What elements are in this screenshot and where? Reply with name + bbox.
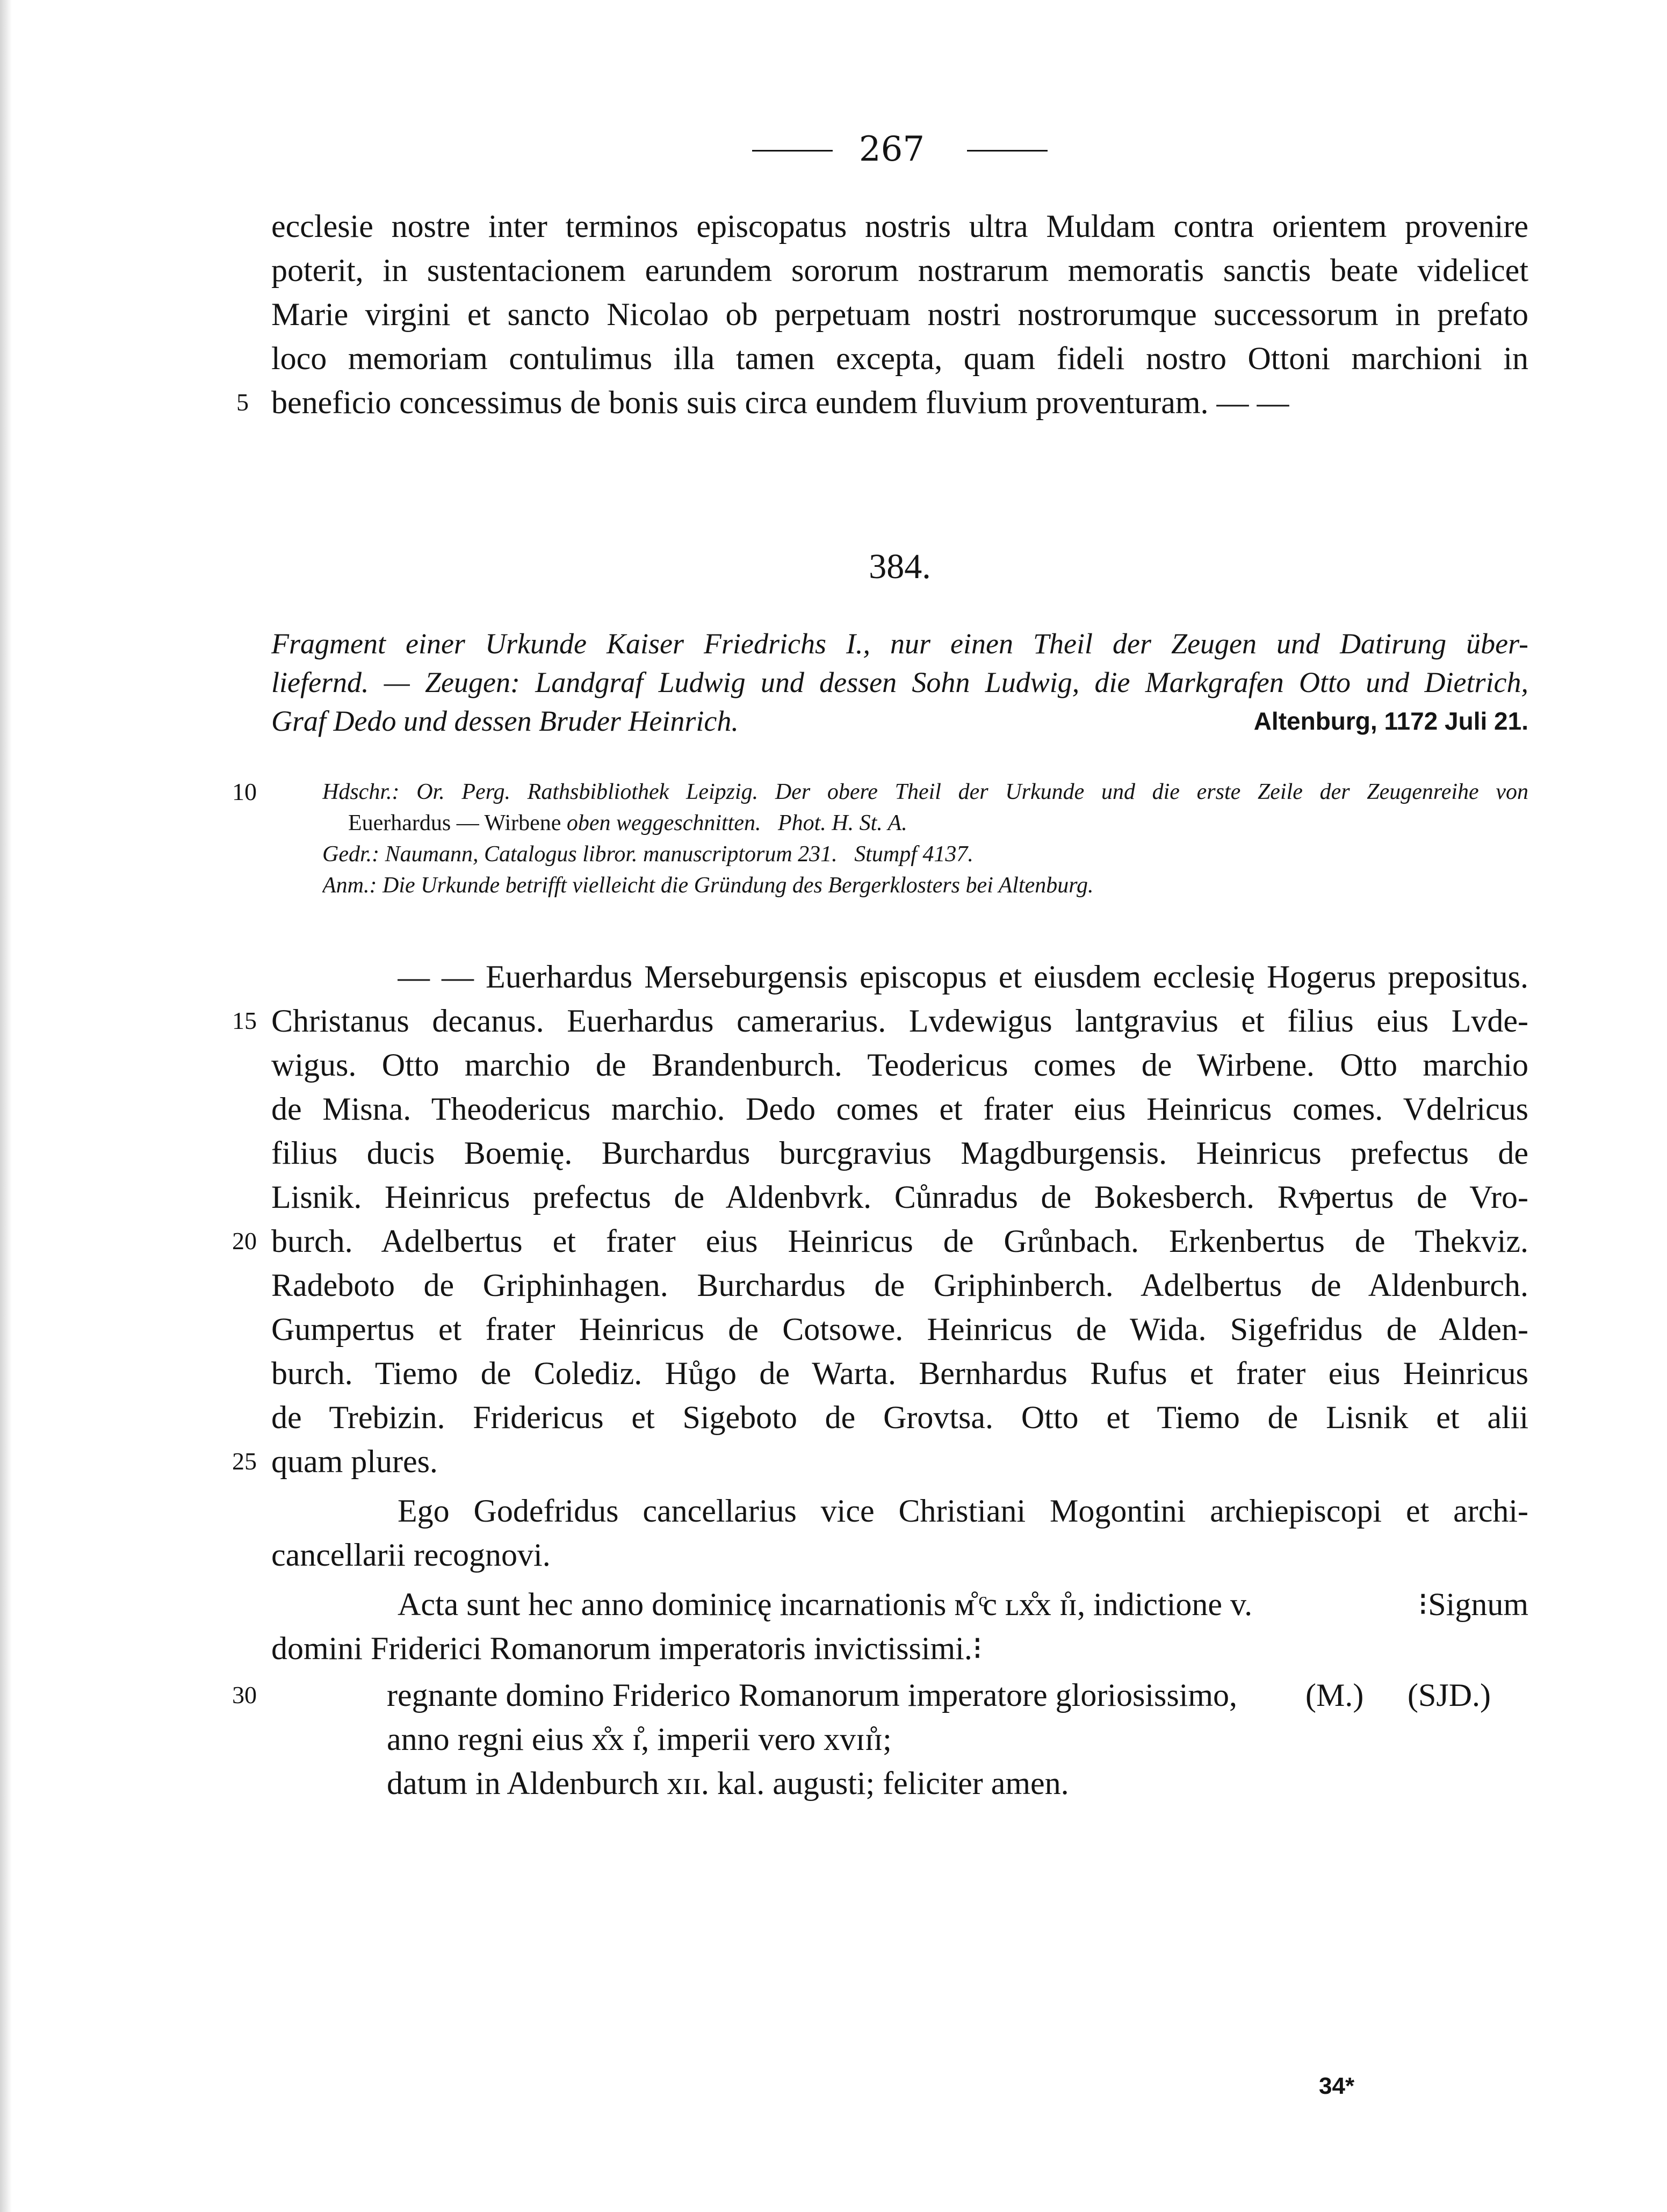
note-line-printed bbox=[322, 839, 1528, 870]
text-line: Christanus decanus. Euerhardus camerarius. Lvdewigus lantgravius et filius eius Lvde- bbox=[271, 1003, 1528, 1039]
note-text: oben weggeschnitten. bbox=[566, 811, 761, 835]
text-line: de Trebizin. Fridericus et Sigeboto de Grovtsa. Otto et Tiemo de Lisnik et alii bbox=[271, 1400, 1528, 1435]
line-number: 20 bbox=[232, 1227, 257, 1255]
text-line: quam plures. bbox=[271, 1444, 438, 1479]
text-line: loco memoriam contulimus illa tamen excepta, quam fideli nostro Ottoni marchioni in bbox=[271, 341, 1528, 376]
recognition-line: Ego Godefridus cancellarius vice Christiani Mogontini archiepiscopi et archi- bbox=[398, 1493, 1528, 1529]
regnante-line: regnante domino Friderico Romanorum imperatore gloriosissimo, bbox=[387, 1677, 1238, 1713]
text-line: burch. Adelbertus et frater eius Heinricus de Grůnbach. Erkenbertus de Thekviz. bbox=[271, 1223, 1528, 1259]
header-rule-left bbox=[752, 150, 833, 152]
text-line: beneficio concessimus de bonis suis circa eundem fluvium proventuram. — — bbox=[271, 385, 1289, 420]
note-line-remark bbox=[322, 870, 1528, 901]
text-line: ecclesie nostre inter terminos episcopatus nostris ultra Muldam contra orientem provenire bbox=[271, 208, 1528, 244]
anno-line: anno regni eius x̊x ɪ̊, imperii vero xvɪɪ̊ɪ; bbox=[387, 1721, 892, 1757]
text-line: burch. Tiemo de Colediz. Hůgo de Warta. Bernhardus Rufus et frater eius Heinricus bbox=[271, 1356, 1528, 1391]
text-line: de Misna. Theodericus marchio. Dedo comes et frater eius Heinricus comes. Vdelricus bbox=[271, 1091, 1528, 1127]
line-number: 5 bbox=[236, 388, 249, 416]
header-rule-right bbox=[967, 150, 1048, 152]
monogram-mark: (M.) bbox=[1305, 1677, 1364, 1713]
note-label: Hdschr.: bbox=[322, 780, 400, 804]
line-number: 30 bbox=[232, 1681, 257, 1709]
text-line: Radeboto de Griphinhagen. Burchardus de Griphinberch. Adelbertus de Aldenburch. bbox=[271, 1267, 1528, 1303]
text-line: — — Euerhardus Merseburgensis episcopus et eiusdem ecclesię Hogerus prepositus. bbox=[398, 959, 1528, 995]
acta-line: domini Friderici Romanorum imperatoris invictissimi.⁝ bbox=[271, 1631, 983, 1666]
regest-line: Fragment einer Urkunde Kaiser Friedrichs I., nur einen Theil der Zeugen und Datirung über- bbox=[271, 628, 1528, 660]
regest-line: liefernd. — Zeugen: Landgraf Ludwig und dessen Sohn Ludwig, die Markgrafen Otto und Dietrich, bbox=[271, 666, 1528, 698]
note-names: Euerhardus — Wirbene bbox=[348, 811, 561, 835]
signature-mark: 34* bbox=[1319, 2073, 1355, 2099]
note-line-manuscript bbox=[322, 776, 1528, 808]
document-number: 384. bbox=[869, 547, 931, 586]
text-line: Lisnik. Heinricus prefectus de Aldenbvrk. Cůnradus de Bokesberch. Rvͦpertus de Vro- bbox=[271, 1179, 1528, 1215]
note-extra: Stumpf 4137. bbox=[854, 842, 973, 867]
note-text: Naumann, Catalogus libror. manuscriptorum 231. bbox=[385, 842, 838, 867]
text-line: Marie virgini et sancto Nicolao ob perpetuam nostri nostrorumque successorum in prefato bbox=[271, 297, 1528, 332]
datum-line: datum in Aldenburch xɪɪ. kal. augusti; feliciter amen. bbox=[387, 1766, 1069, 1801]
note-line-cut bbox=[348, 808, 1528, 839]
note-label: Gedr.: bbox=[322, 842, 380, 867]
text-line: filius ducis Boemię. Burchardus burcgravius Magdburgensis. Heinricus prefectus de bbox=[271, 1135, 1528, 1171]
line-number: 15 bbox=[232, 1007, 257, 1034]
line-number: 10 bbox=[232, 778, 257, 805]
text-line: Gumpertus et frater Heinricus de Cotsowe. Heinricus de Wida. Sigefridus de Alden- bbox=[271, 1312, 1528, 1347]
page-header bbox=[0, 127, 1667, 172]
note-label: Anm.: bbox=[322, 873, 377, 898]
line-number: 25 bbox=[232, 1447, 257, 1475]
regest-line: Graf Dedo und dessen Bruder Heinrich. bbox=[271, 705, 739, 737]
note-text: Or. Perg. Rathsbibliothek Leipzig. Der obere Theil der Urkunde und die erste Zeile der Zeugenreihe von bbox=[416, 780, 1528, 804]
text-line: poterit, in sustentacionem earundem sororum nostrarum memoratis sanctis beate videlicet bbox=[271, 253, 1528, 288]
date-place: Altenburg, 1172 Juli 21. bbox=[1253, 707, 1528, 735]
recognition-line: cancellarii recognovi. bbox=[271, 1537, 551, 1573]
scan-edge-shadow bbox=[0, 0, 12, 2212]
signum-word: ⁝Signum bbox=[1418, 1587, 1528, 1622]
acta-line: Acta sunt hec anno dominicę incarnationis ᴍ̊ ͨc ʟx̊x ɪ̊ɪ, indictione v. bbox=[398, 1587, 1253, 1622]
note-extra: Phot. H. St. A. bbox=[777, 811, 907, 835]
note-text: Die Urkunde betrifft vielleicht die Gründung des Bergerklosters bei Altenburg. bbox=[382, 873, 1094, 898]
text-line: wigus. Otto marchio de Brandenburch. Teodericus comes de Wirbene. Otto marchio bbox=[271, 1047, 1528, 1083]
page-number: 267 bbox=[858, 129, 925, 169]
seal-mark: (SJD.) bbox=[1408, 1677, 1491, 1713]
